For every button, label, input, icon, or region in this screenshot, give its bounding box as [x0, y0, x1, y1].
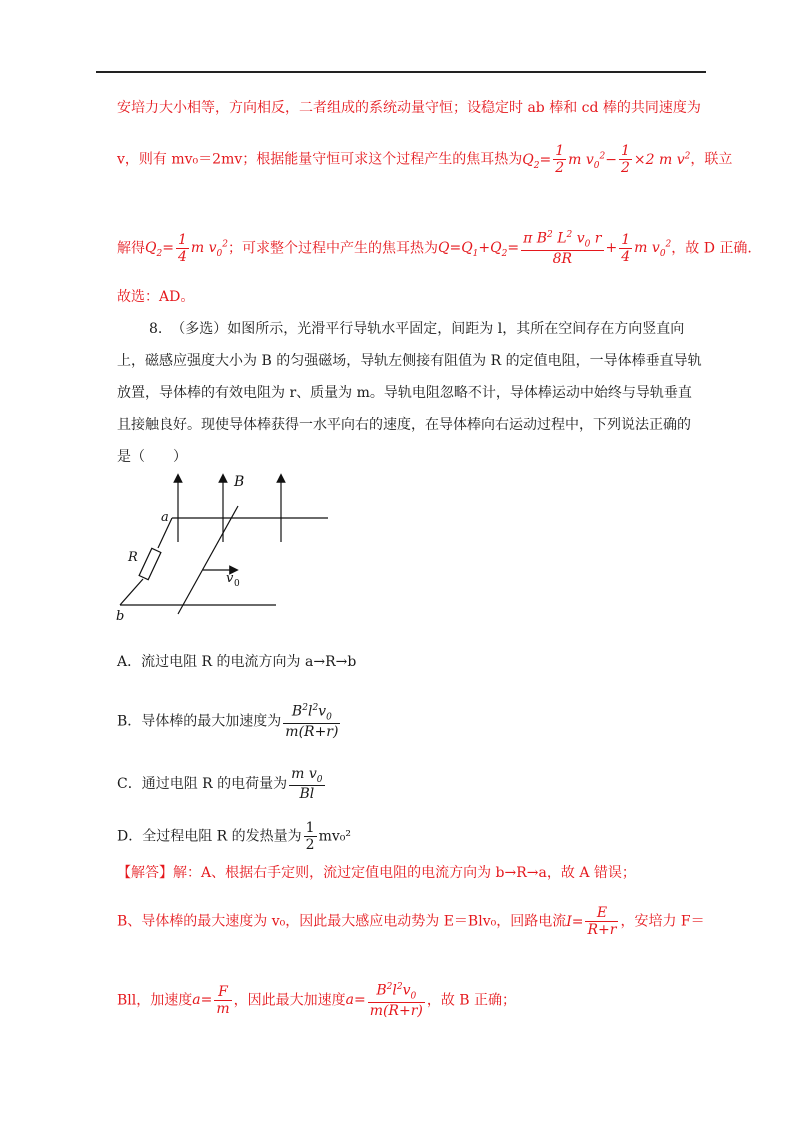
fraction: [553, 143, 566, 176]
frac-num: $B^2l^2v_0$: [283, 703, 340, 724]
option-d: [117, 820, 351, 853]
frac-den: m(R+r): [285, 723, 339, 740]
acceleration-formula: a= $\frac{F}{m}$: [192, 983, 230, 1017]
option-c: [117, 766, 327, 802]
option-d-tail: mv₀²: [318, 828, 352, 845]
solution-line-1: [117, 866, 636, 880]
left-wire-bottom: [120, 579, 143, 605]
frac-num: π $B^2$ $L^2$ $v_0$ r: [523, 230, 602, 250]
frac-num: 1: [555, 143, 565, 159]
option-d-formula: [302, 820, 319, 854]
label-resistor: R: [128, 550, 138, 565]
question-stem-text-1: 如图所示，光滑平行导轨水平固定，间距为 l，其所在空间存在方向竖直向: [227, 321, 685, 337]
prev-answer-line-2: [117, 143, 732, 176]
fraction: [214, 984, 231, 1017]
frac-den: 2: [620, 160, 630, 177]
circuit-figure: [110, 466, 340, 626]
frac-num: 1: [620, 143, 630, 159]
solution-line-2-a: B、导体棒的最大速度为 v₀，因此最大感应电动势为 E＝Blv₀，回路电流: [117, 913, 567, 930]
solution-line-2: [117, 905, 705, 938]
current-formula: I= $\frac{E}{R+r}$: [566, 905, 617, 939]
question-tag: （多选）: [171, 321, 228, 337]
fraction: [619, 143, 632, 176]
frac-num: $B^2l^2v_0$: [368, 982, 425, 1003]
header-rule: [96, 71, 706, 73]
conductor-rod: [178, 506, 238, 614]
frac-num: 1: [621, 231, 631, 248]
frac-num: 1: [305, 820, 315, 836]
fraction: [289, 766, 324, 802]
question-number: 8.: [149, 321, 163, 337]
option-b-label: B．导体棒的最大加速度为: [117, 713, 282, 730]
resistor: [139, 548, 161, 579]
q-total-formula: $Q=Q_1+Q_2=$ $\frac{\pi B^2 L^2 v_0 r}{8R}$ + $\frac{1}{4}$ m $v_0^2$: [437, 230, 672, 267]
label-b-field: B: [234, 474, 245, 490]
frac-den: m: [216, 1000, 230, 1017]
frac-den: Bl: [299, 786, 315, 803]
solution-line-3-a: Bll，加速度: [117, 992, 193, 1009]
solution-tag: 【解答】: [117, 865, 173, 881]
frac-num: E: [585, 905, 618, 922]
question-stem-3: 放置，导体棒的有效电阻为 r、质量为 m。导轨电阻忽略不计，导体棒运动中始终与导轨垂直: [117, 385, 692, 401]
fraction: [176, 232, 189, 265]
prev-answer-line-2-text: v，则有 mv₀＝2mv；根据能量守恒可求这个过程产生的焦耳热为: [117, 151, 523, 168]
prev-answer-line-3: [117, 230, 752, 267]
frac-num: 1: [177, 231, 187, 248]
frac-den: m(R+r): [369, 1002, 423, 1019]
solution-line-3: [117, 982, 516, 1019]
option-c-formula: [287, 766, 326, 803]
option-b: [117, 703, 342, 740]
solution-line-2-b: ，安培力 F＝: [620, 913, 705, 930]
prev-answer-line-2-tail: ，联立: [690, 151, 733, 168]
prev-answer-line-3-b: ；可求整个过程中产生的焦耳热为: [227, 240, 438, 257]
label-velocity-sub: 0: [234, 579, 240, 589]
prev-answer-conclusion: 故选：AD。: [117, 289, 195, 305]
frac-den: 2: [305, 837, 315, 854]
question-stem-2: 上，磁感应强度大小为 B 的匀强磁场，导轨左侧接有阻值为 R 的定值电阻，一导体棒垂直导轨: [117, 353, 702, 369]
prev-answer-line-1: 安培力大小相等，方向相反，二者组成的系统动量守恒；设稳定时 ab 棒和 cd 棒的共同速度为: [117, 100, 701, 116]
fraction: [619, 232, 632, 265]
option-d-label: D．全过程电阻 R 的发热量为: [117, 828, 302, 845]
label-a: a: [161, 510, 169, 525]
question-stem-1: [149, 322, 684, 336]
solution-line-1-text: 解：A、根据右手定则，流过定值电阻的电流方向为 b→R→a，故 A 错误；: [173, 865, 636, 881]
question-stem-4: 且接触良好。现使导体棒获得一水平向右的速度，在导体棒向右运动过程中，下列说法正确的: [117, 417, 691, 433]
frac-den: 2: [555, 160, 565, 177]
q2-result: $Q_2=$ $\frac{1}{4}$ m $v_0^2$: [145, 231, 228, 265]
option-c-label: C．通过电阻 R 的电荷量为: [117, 776, 288, 793]
prev-answer-line-3-c: ，故 D 正确.: [671, 240, 752, 257]
solution-line-3-c: ，故 B 正确；: [426, 992, 517, 1009]
frac-den: R+r: [587, 922, 617, 939]
fraction: [283, 703, 340, 740]
frac-num: F: [214, 984, 231, 1001]
q2-formula: $Q_2=$ $\frac{1}{2}$ m $v_0^2-$ $\frac{1}{2}$ ×2 m $v^2$: [522, 143, 691, 177]
fraction: [304, 820, 317, 853]
fraction: [585, 905, 618, 938]
solution-line-3-b: ，因此最大加速度: [233, 992, 346, 1009]
max-acceleration-formula: a= $\frac{B^2l^2v_0}{m(R+r)}$: [345, 982, 423, 1019]
frac-den: 4: [621, 248, 631, 265]
question-stem-5: 是（ ）: [117, 449, 187, 465]
frac-den: 4: [177, 248, 187, 265]
fraction: [521, 230, 603, 267]
label-b-point: b: [116, 609, 125, 624]
option-b-formula: [281, 703, 342, 740]
frac-den: 8R: [552, 250, 573, 267]
prev-answer-line-3-a: 解得: [117, 240, 145, 257]
fraction: [368, 982, 425, 1019]
label-velocity: v: [226, 571, 234, 586]
option-a: A．流过电阻 R 的电流方向为 a→R→b: [117, 654, 357, 670]
frac-num: m $v_0$: [291, 766, 323, 785]
